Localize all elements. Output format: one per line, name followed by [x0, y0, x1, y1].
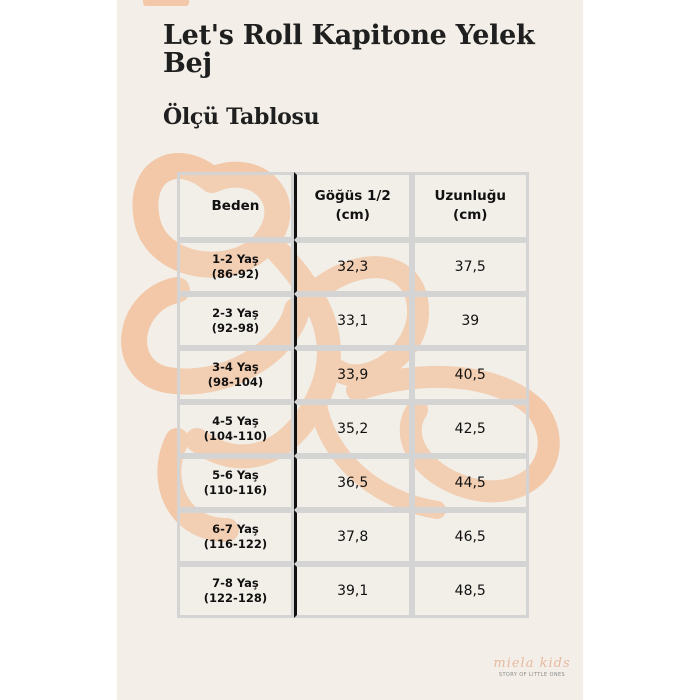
height-label: (110-116)	[203, 483, 268, 497]
header-length-label: Uzunluğu (cm)	[434, 188, 507, 223]
age-label: 5-6 Yaş	[212, 468, 259, 482]
length-cell: 46,5	[412, 510, 530, 564]
age-label: 1-2 Yaş	[212, 252, 259, 266]
age-label: 6-7 Yaş	[212, 522, 259, 536]
height-label: (98-104)	[207, 375, 264, 389]
length-cell: 40,5	[412, 348, 530, 402]
length-cell: 39	[412, 294, 530, 348]
age-label: 4-5 Yaş	[212, 414, 259, 428]
chest-cell: 33,1	[294, 294, 412, 348]
size-table	[177, 172, 529, 618]
top-tab-decoration	[143, 0, 189, 6]
length-cell: 44,5	[412, 456, 530, 510]
chest-cell: 32,3	[294, 240, 412, 294]
brand-tagline: STORY OF LITTLE ONES	[498, 672, 566, 678]
length-cell: 37,5	[412, 240, 530, 294]
section-title: Ölçü Tablosu	[163, 104, 320, 130]
length-cell: 42,5	[412, 402, 530, 456]
length-cell: 48,5	[412, 564, 530, 618]
header-chest-label: Göğüs 1/2 (cm)	[314, 188, 391, 223]
age-label: 7-8 Yaş	[212, 576, 259, 590]
height-label: (86-92)	[211, 267, 260, 281]
chest-cell: 33,9	[294, 348, 412, 402]
size-cell	[177, 564, 294, 618]
header-length	[412, 172, 530, 240]
chest-cell: 39,1	[294, 564, 412, 618]
size-cell	[177, 348, 294, 402]
height-label: (92-98)	[211, 321, 260, 335]
table-row	[177, 510, 529, 564]
size-cell	[177, 402, 294, 456]
age-label: 3-4 Yaş	[212, 360, 259, 374]
table-row	[177, 564, 529, 618]
brand-name: miela kids	[493, 656, 571, 671]
age-label: 2-3 Yaş	[212, 306, 259, 320]
header-chest	[294, 172, 412, 240]
size-cell	[177, 294, 294, 348]
size-cell	[177, 510, 294, 564]
size-cell	[177, 456, 294, 510]
chest-cell: 37,8	[294, 510, 412, 564]
table-row	[177, 402, 529, 456]
height-label: (122-128)	[203, 591, 268, 605]
table-header-row	[177, 172, 529, 240]
size-cell	[177, 240, 294, 294]
chest-cell: 35,2	[294, 402, 412, 456]
table-row	[177, 240, 529, 294]
product-title: Let's Roll Kapitone Yelek Bej	[163, 20, 535, 79]
chest-cell: 36,5	[294, 456, 412, 510]
table-row	[177, 456, 529, 510]
height-label: (104-110)	[203, 429, 268, 443]
table-row	[177, 348, 529, 402]
brand-logo	[488, 656, 576, 678]
table-row	[177, 294, 529, 348]
header-size: Beden	[177, 172, 294, 240]
height-label: (116-122)	[203, 537, 268, 551]
